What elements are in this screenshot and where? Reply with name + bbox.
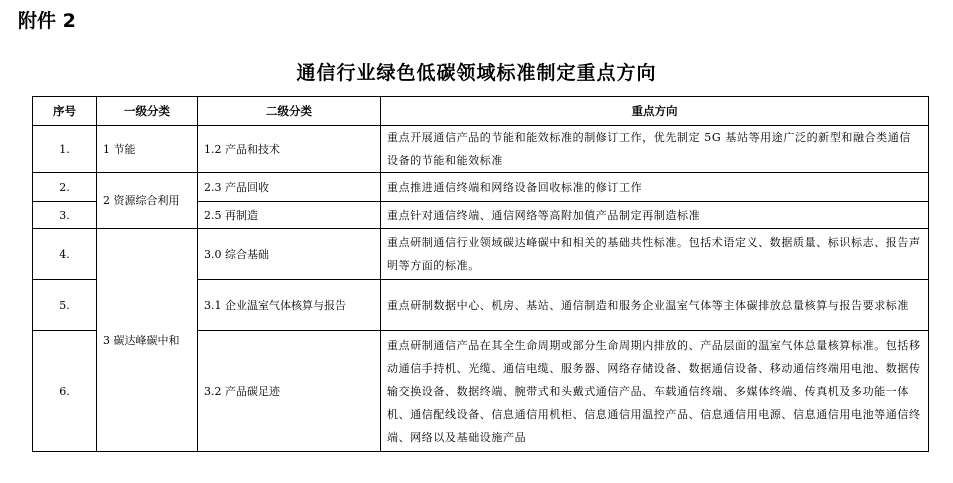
table-row	[33, 173, 929, 202]
row-level2: 3.2 产品碳足迹	[198, 331, 381, 452]
row-level2: 3.0 综合基础	[198, 229, 381, 280]
row-serial: 1.	[33, 126, 97, 173]
header-direction: 重点方向	[381, 97, 929, 126]
header-serial: 序号	[33, 97, 97, 126]
row-serial: 3.	[33, 202, 97, 229]
table-row	[33, 126, 929, 173]
row-level2: 1.2 产品和技术	[198, 126, 381, 173]
row-direction: 重点推进通信终端和网络设备回收标准的修订工作	[381, 173, 929, 202]
row-direction: 重点研制通信行业领域碳达峰碳中和相关的基础共性标准。包括术语定义、数据质量、标识标志、报告声明等方面的标准。	[381, 229, 929, 280]
document-title: 通信行业绿色低碳领域标准制定重点方向	[296, 62, 657, 84]
attachment-label: 附件 2	[18, 10, 76, 32]
row-serial: 2.	[33, 173, 97, 202]
standards-table	[32, 96, 929, 452]
header-level1: 一级分类	[97, 97, 198, 126]
row-level1: 3 碳达峰碳中和	[97, 229, 198, 452]
header-level2: 二级分类	[198, 97, 381, 126]
row-serial: 4.	[33, 229, 97, 280]
table-row	[33, 229, 929, 280]
row-level1: 2 资源综合利用	[97, 173, 198, 229]
row-direction: 重点研制通信产品在其全生命周期或部分生命周期内排放的、产品层面的温室气体总量核算标准。包括移动通信手持机、光缆、通信电缆、服务器、网络存储设备、数据通信设备、移动通信终端用电池、数据传输交换设备、数据终端、腕带式和头戴式通信产品、车载通信终端、多媒体终端、传真机及多功能一体机、通信配线设备、信息通信用机柜、信息通信用温控产品、信息通信用电源、信息通信用电池等通信终端、网络以及基础设施产品	[381, 331, 929, 452]
row-level2: 2.5 再制造	[198, 202, 381, 229]
row-direction: 重点研制数据中心、机房、基站、通信制造和服务企业温室气体等主体碳排放总量核算与报告要求标准	[381, 280, 929, 331]
row-serial: 5.	[33, 280, 97, 331]
row-serial: 6.	[33, 331, 97, 452]
row-level2: 2.3 产品回收	[198, 173, 381, 202]
row-direction: 重点针对通信终端、通信网络等高附加值产品制定再制造标准	[381, 202, 929, 229]
row-level1: 1 节能	[97, 126, 198, 173]
row-direction: 重点开展通信产品的节能和能效标准的制修订工作，优先制定 5G 基站等用途广泛的新型和融合类通信设备的节能和能效标准	[381, 126, 929, 173]
row-level2: 3.1 企业温室气体核算与报告	[198, 280, 381, 331]
table-header-row	[33, 97, 929, 126]
